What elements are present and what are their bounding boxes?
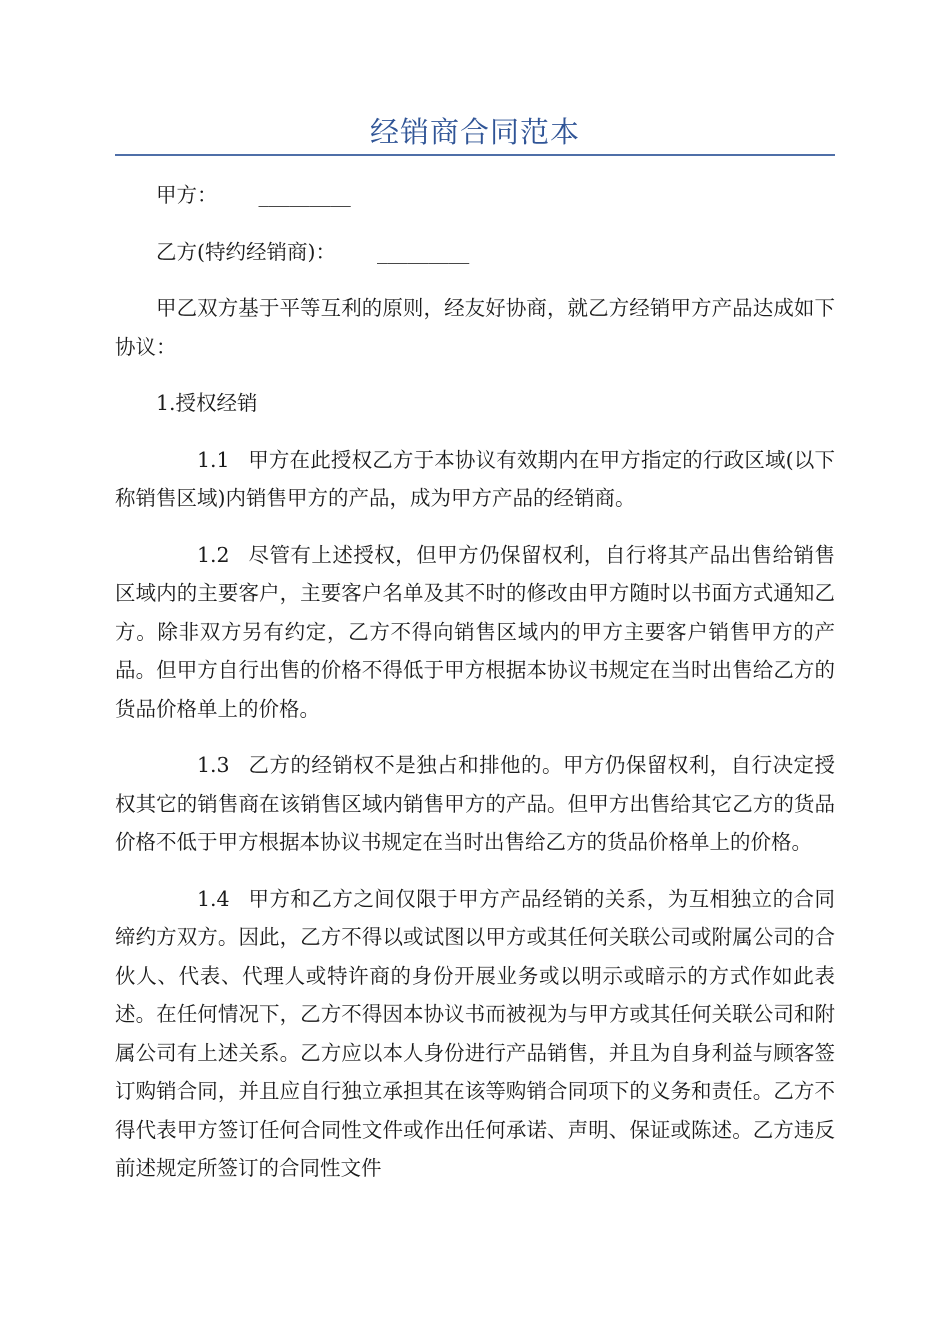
party-a-line [115, 176, 835, 215]
party-b-line [115, 233, 835, 272]
document-title: 经销商合同范本 [369, 115, 580, 149]
intro-paragraph: 甲乙双方基于平等互利的原则，经友好协商，就乙方经销甲方产品达成如下协议： [115, 296, 835, 359]
clause-text: 甲方和乙方之间仅限于甲方产品经销的关系，为互相独立的合同缔约方双方。因此，乙方不得以或试图以甲方或其任何关联公司或附属公司的合伙人、代表、代理人或特许商的身份开展业务或以明示或暗示的方式作如此表述。在任何情况下，乙方不得因本协议书而被视为与甲方或其任何关联公司和附属公司有上述关系。乙方应以本人身份进行产品销售，并且为自身利益与顾客签订购销合同，并且应自行独立承担其在该等购销合同项下的义务和责任。乙方不得代表甲方签订任何合同性文件或作出任何承诺、声明、保证或陈述。乙方违反前述规定所签订的合同性文件 [115, 886, 835, 1180]
section-heading: 1.授权经销 [156, 391, 258, 415]
party-a-label: 甲方： [156, 183, 218, 207]
party-a-blank: _________ [258, 183, 351, 207]
document-body [115, 176, 835, 1206]
party-b-blank: _________ [377, 239, 470, 264]
clause-number: 1.1 [197, 447, 230, 472]
clause-number: 1.2 [197, 542, 230, 567]
clause-text: 乙方的经销权不是独占和排他的。甲方仍保留权利，自行决定授权其它的销售商在该销售区域内销售甲方的产品。但甲方出售给其它乙方的货品价格不低于甲方根据本协议书规定在当时出售给乙方的货品价格单上的价格。 [115, 753, 835, 854]
clause-1-4 [115, 880, 835, 1188]
clause-1-2 [115, 536, 835, 729]
clause-text: 甲方在此授权乙方于本协议有效期内在甲方指定的行政区域(以下称销售区域)内销售甲方的产品，成为甲方产品的经销商。 [115, 447, 835, 510]
title-underline [115, 154, 835, 156]
clause-1-3 [115, 746, 835, 862]
clause-number: 1.3 [197, 753, 230, 777]
clause-text: 尽管有上述授权，但甲方仍保留权利，自行将其产品出售给销售区域内的主要客户，主要客户名单及其不时的修改由甲方随时以书面方式通知乙方。除非双方另有约定，乙方不得向销售区域内的甲方主要客户销售甲方的产品。但甲方自行出售的价格不得低于甲方根据本协议书规定在当时出售给乙方的货品价格单上的价格。 [115, 542, 835, 721]
clause-number: 1.4 [197, 886, 230, 911]
clause-1-1 [115, 441, 835, 518]
party-b-label: 乙方(特约经销商)： [156, 239, 336, 264]
